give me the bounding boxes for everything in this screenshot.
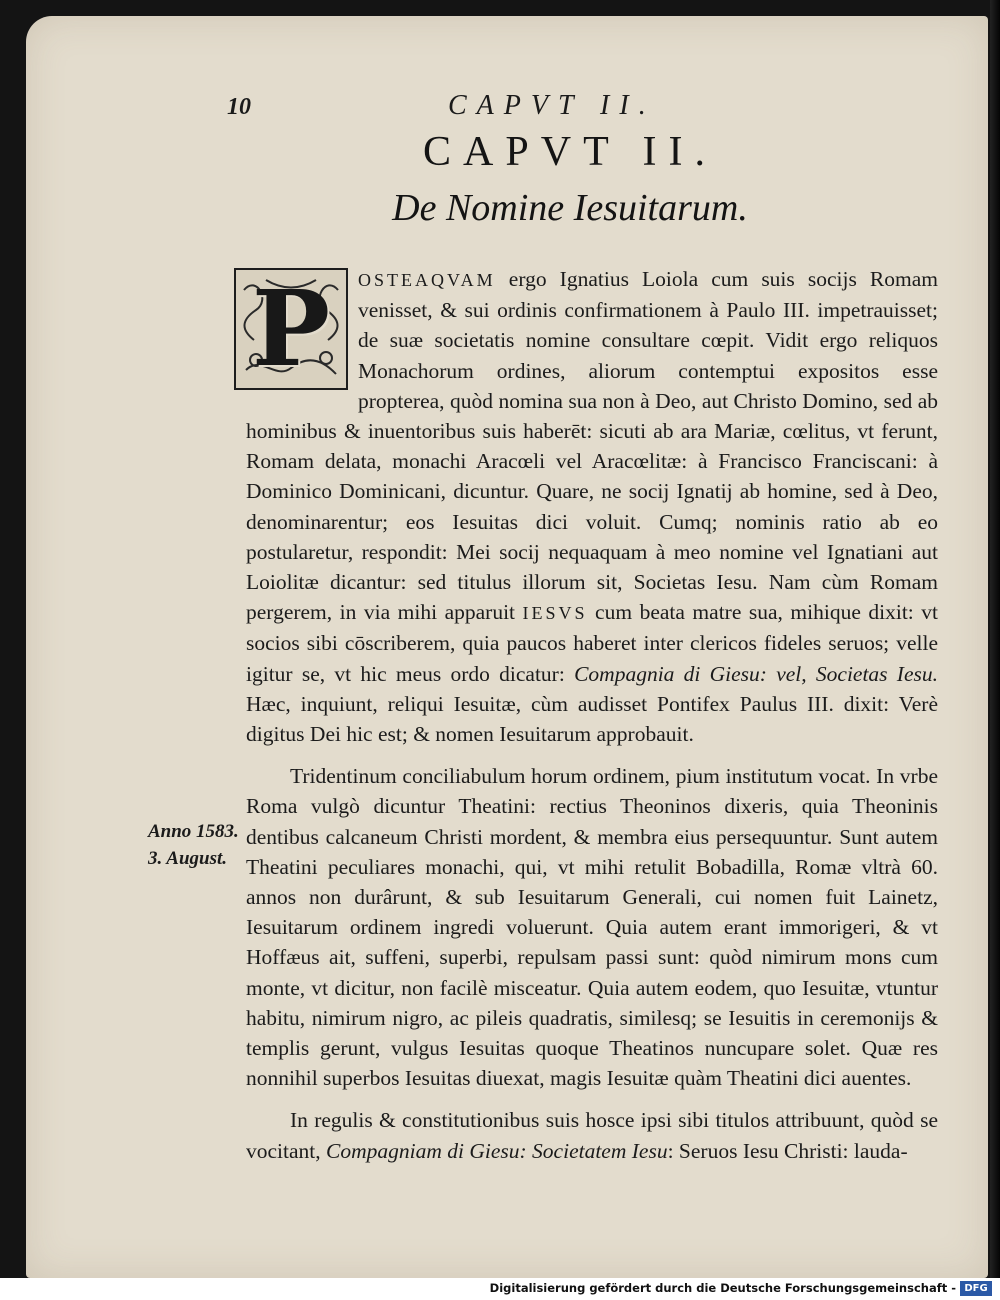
lead-smallcaps: OSTEAQVAM — [358, 270, 496, 290]
chapter-title: CAPVT II. — [423, 129, 717, 175]
running-head — [0, 90, 1000, 130]
paragraph-3-italic: Compagniam di Giesu: Societatem Iesu — [326, 1138, 668, 1163]
jesus-smallcaps: IESVS — [522, 603, 588, 624]
paragraph-1-text-a: ergo Ignatius Loiola cum suis socijs Romam venisset, & sui ordinis confirmationem à Paulo III. impetrauisset; de suæ societatis nomine consultare cœpit. Vidit ergo reliquos Monachorum ordines, aliorum contemptui expositos esse propterea, quòd nomina sua non à Deo, aut Christo Domino, sed ab hominibus & inuentoribus suis haberēt: sicuti ab ara Mariæ, cœlitus, vt ferunt, Romam delata, monachi Aracœli vel Aracœlitæ: à Francisco Franciscani: à Dominico Dominicani, dicuntur. Quare, ne socij Ignatij ab homine, sed à Deo, denominarentur; eos Iesuitas dici voluit. Cumq; nominis ratio ab eo postularetur, respondit: Mei socij nequaquam à meo nomine vel Ignatiani aut Loiolitæ dicantur: sed titulus illorum sit, Societas Iesu. Nam cùm Romam pergerem, in via mihi apparuit — [246, 267, 938, 625]
chapter-subtitle: De Nomine Iesuitarum. — [392, 187, 748, 229]
margin-note-date: 3. August. — [148, 848, 228, 869]
page-number: 10 — [227, 94, 251, 120]
paragraph-1 — [246, 264, 938, 749]
paragraph-1-italic: Compagnia di Giesu: vel, Societas Iesu. — [574, 661, 938, 686]
decorated-initial — [234, 268, 348, 390]
footer-strip — [0, 1278, 1000, 1300]
body-text — [246, 264, 938, 1166]
paragraph-2: Tridentinum conciliabulum horum ordinem, pium institutum vocat. In vrbe Roma vulgò dicuntur Theatini: rectius Theoninos dixeris, quia Theoninis dentibus calcaneum Christi mordent, & membra eius persequuntur. Sunt autem Theatini peculiares monachi, qui, vt mihi retulit Bobadilla, Romæ vltrà 60. annos non durârunt, & sub Iesuitarum Generali, cui nomen fuit Lainetz, Iesuitarum ordinem ingredi voluerunt. Quia autem erant immorigeri, & vt Hoffæus ait, suffeni, superbi, repulsam passi sunt: quòd nimirum mons cum monte, vt dicitur, non facilè misceatur. Quia autem eodem, quo Iesuitæ, vtuntur habitu, nimirum nigro, ac pileis quadratis, similesq; se Iesuitis in ceremonijs & templis gerunt, vulgus Iesuitas quoque Theatinos nuncupare solet. Quæ res nonnihil superbos Iesuitas diuexat, magis Iesuitæ quàm Theatini dici auentes. — [246, 764, 938, 1091]
margin-note — [148, 818, 248, 872]
paragraph-3 — [246, 1105, 938, 1165]
margin-note-year: Anno 1583. — [148, 821, 239, 842]
dfg-logo: DFG — [960, 1281, 992, 1296]
paragraph-1-text-b: cum beata matre sua, mihique dixit: vt socios sibi cōscriberem, quia paucos haberet inter clericos fideles seruos; velle igitur se, vt hic meus ordo dicatur: — [246, 600, 938, 686]
initial-letter: P — [251, 267, 331, 390]
running-title: CAPVT II. — [448, 90, 656, 121]
footer-credit: Digitalisierung gefördert durch die Deutsche Forschungsgemeinschaft - — [489, 1281, 956, 1295]
paragraph-3-text-a: In regulis & constitutionibus suis hosce ipsi sibi titulos attribuunt, quòd se vocitant, — [246, 1108, 938, 1163]
paragraph-1-text-c: Hæc, inquiunt, reliqui Iesuitæ, cùm audisset Pontifex Paulus III. dixit: Verè digitus Dei hic est; & nomen Iesuitarum approbauit. — [246, 691, 938, 747]
paragraph-3-text-b: : Seruos Iesu Christi: lauda- — [667, 1138, 908, 1163]
